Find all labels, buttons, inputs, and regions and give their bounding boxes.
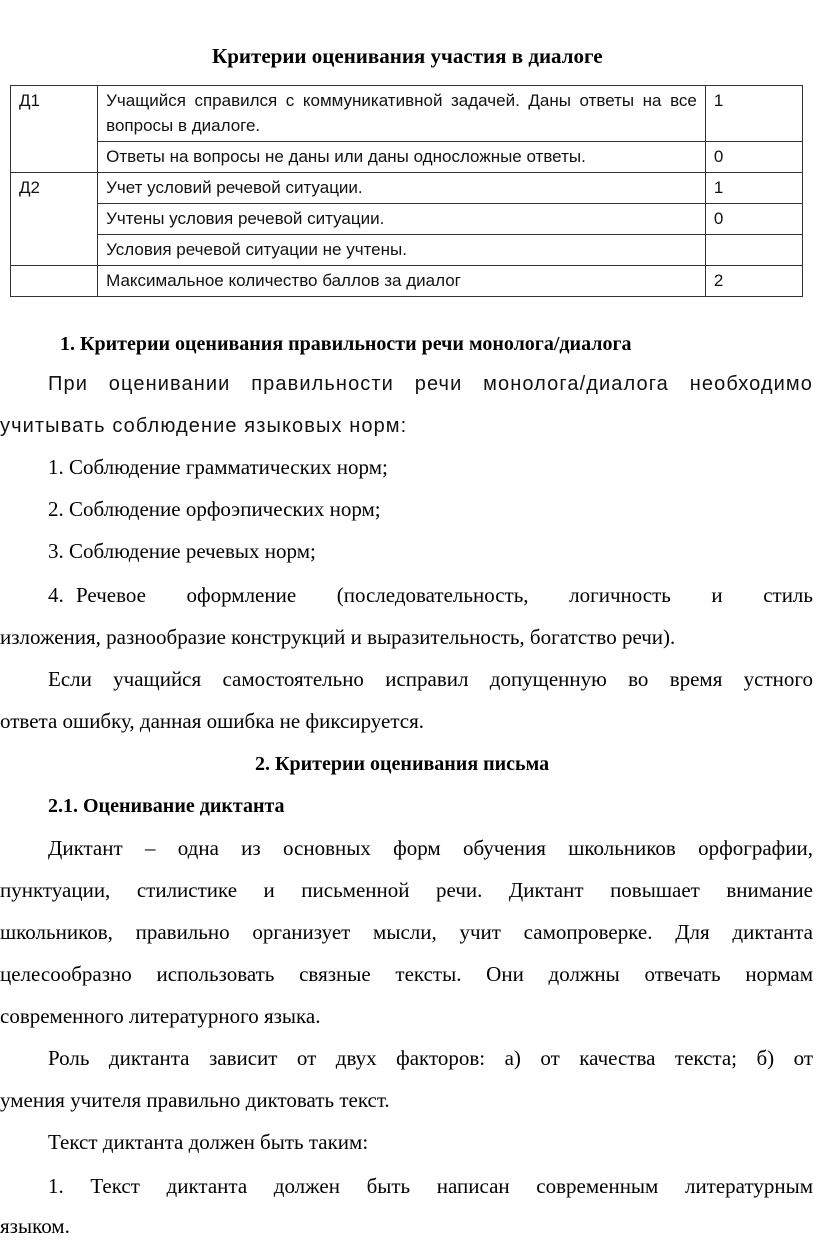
criterion-text: Максимальное количество баллов за диалог [98,266,706,297]
table-row [11,235,803,266]
criterion-code [11,266,98,297]
paragraph-line: Диктант – одна из основных форм обучения школьников орфографии, [48,836,813,860]
note-line1: Если учащийся самостоятельно исправил допущенную во время устного [48,667,813,691]
criterion-code: Д1 [11,86,98,173]
list-item: 1. Соблюдение грамматических норм; [48,455,388,479]
section1-heading: 1. Критерии оценивания правильности речи монолога/диалога [60,333,632,355]
list-item: 3. Соблюдение речевых норм; [48,539,316,563]
section1-intro-line2: учитывать соблюдение языковых норм: [0,415,408,437]
table-row [11,173,803,204]
paragraph-line: современного литературного языка. [0,1004,321,1028]
criteria-table [10,85,803,297]
table-row [11,266,803,297]
paragraph-line: пунктуации, стилистике и письменной речи. Диктант повышает внимание [0,878,813,902]
page-title: Критерии оценивания участия в диалоге [212,44,603,68]
criterion-score: 0 [705,142,802,173]
criterion-score: 0 [705,204,802,235]
section1-intro-line1: При оценивании правильности речи монолога/диалога необходимо [48,373,813,395]
criterion-code: Д2 [11,173,98,266]
table-row [11,86,803,142]
list-item-continuation: изложения, разнообразие конструкций и выразительность, богатство речи). [0,625,676,649]
table-row [11,204,803,235]
criterion-text: Учет условий речевой ситуации. [98,173,706,204]
paragraph-line: целесообразно использовать связные тексты. Они должны отвечать нормам [0,962,813,986]
paragraph-line: умения учителя правильно диктовать текст. [0,1088,390,1112]
section2-heading: 2. Критерии оценивания письма [255,753,550,775]
note-line2: ответа ошибку, данная ошибка не фиксируется. [0,709,424,733]
criterion-score: 2 [705,266,802,297]
criterion-text: Учащийся справился с коммуникативной задачей. Даны ответы на все вопросы в диалоге. [98,86,706,142]
criterion-score [705,235,802,266]
list-item: Речевое оформление (последовательность, логичность и стиль [76,583,813,607]
section2-subheading: 2.1. Оценивание диктанта [48,795,285,817]
criterion-text: Учтены условия речевой ситуации. [98,204,706,235]
criterion-score: 1 [705,86,802,142]
paragraph-line: Текст диктанта должен быть таким: [48,1130,369,1154]
paragraph-line: 1. Текст диктанта должен быть написан современным литературным [48,1174,813,1198]
list-item-number: 4. [48,583,64,607]
paragraph-line: школьников, правильно организует мысли, учит самопроверке. Для диктанта [0,920,813,944]
list-item: 2. Соблюдение орфоэпических норм; [48,497,381,521]
criterion-text: Условия речевой ситуации не учтены. [98,235,706,266]
paragraph-line: языком. [0,1214,70,1238]
table-row [11,142,803,173]
criterion-text: Ответы на вопросы не даны или даны односложные ответы. [98,142,706,173]
paragraph-line: Роль диктанта зависит от двух факторов: а) от качества текста; б) от [48,1046,813,1070]
criterion-score: 1 [705,173,802,204]
